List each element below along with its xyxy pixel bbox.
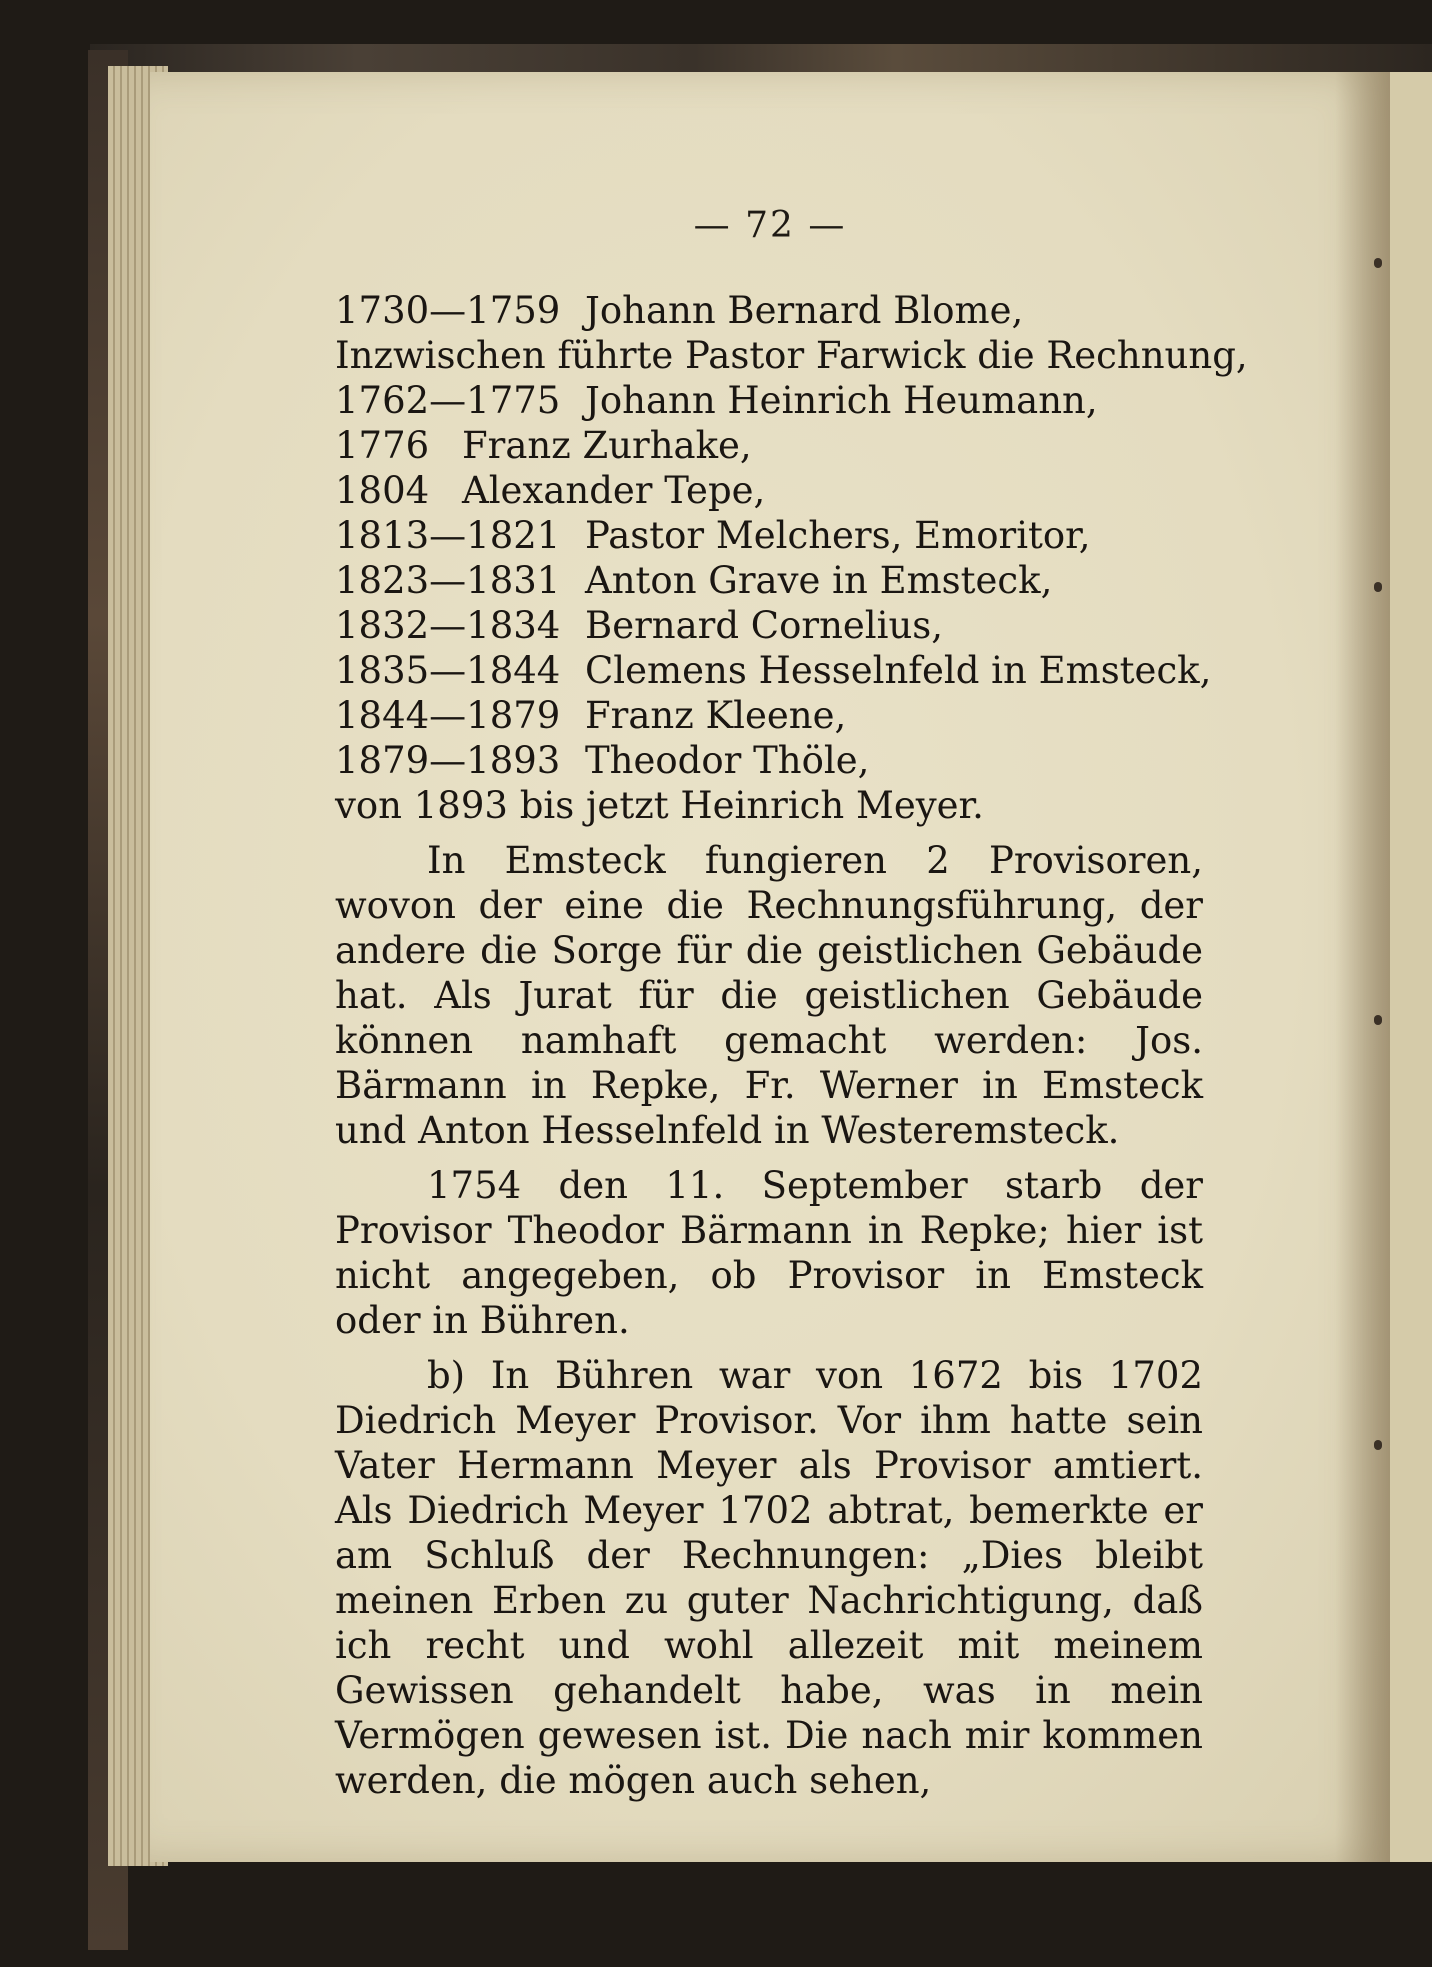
entry-years: 1823—1831 [335,559,561,602]
list-item [335,603,1203,648]
entry-text: Pastor Melchers, Emoritor, [585,514,1091,557]
list-item [335,378,1203,423]
page-gutter-shadow [1335,72,1390,1862]
list-item [335,513,1203,558]
entry-text: Bernard Cornelius, [585,604,944,647]
entry-text: Clemens Hesselnfeld in Emsteck, [585,649,1212,692]
entry-text: Johann Bernard Blome, [585,289,1024,332]
entry-years: 1776 [335,424,430,467]
entry-text: Inzwischen führte Pastor Farwick die Rechnung, [335,334,1248,377]
list-item [335,333,1248,378]
binding-stitch [1374,582,1382,592]
binding-stitch [1374,1015,1382,1025]
entry-years: 1730—1759 [335,289,561,332]
binding-stitch [1374,258,1382,268]
list-item [335,738,1203,783]
paragraph: 1754 den 11. September starb der Provisor Theodor Bärmann in Repke; hier ist nicht angegeben, ob Provisor in Emsteck oder in Bühren. [335,1164,1203,1342]
entry-text: Johann Heinrich Heumann, [585,379,1098,422]
list-item [335,648,1212,693]
entry-years: 1804 [335,469,430,512]
entry-years: 1844—1879 [335,694,561,737]
list-item [335,558,1203,603]
list-item [335,783,1203,828]
entry-text: Theodor Thöle, [585,739,870,782]
facing-page-edge [1390,72,1432,1862]
paragraph: In Emsteck fungieren 2 Provisoren, wovon der eine die Rechnungsführung, der andere die Sorge für die geistlichen Gebäude hat. Als Jurat für die geistlichen Gebäude können namhaft gemacht werden: Jos. Bärmann in Repke, Fr. Werner in Emsteck und Anton Hesselnfeld in Westeremsteck. [335,839,1203,1152]
page-body [335,288,1248,1803]
entry-years: 1762—1775 [335,379,561,422]
entry-text: Franz Kleene, [585,694,847,737]
list-item [335,693,1203,738]
entry-text: von 1893 bis jetzt Heinrich Meyer. [335,784,984,827]
entry-years: 1813—1821 [335,514,561,557]
list-item [335,288,1203,333]
entry-text: Franz Zurhake, [462,424,752,467]
list-item [335,468,1203,513]
entry-years: 1832—1834 [335,604,561,647]
entry-text: Anton Grave in Emsteck, [585,559,1053,602]
paragraph: b) In Bühren war von 1672 bis 1702 Diedrich Meyer Provisor. Vor ihm hatte sein Vater Hermann Meyer als Provisor amtiert. Als Diedrich Meyer 1702 abtrat, bemerkte er am Schluß der Rechnungen: „Dies bleibt meinen Erben zu guter Nachrichtigung, daß ich recht und wohl allezeit mit meinem Gewissen gehandelt habe, was in mein Vermögen gewesen ist. Die nach mir kommen werden, die mögen auch sehen, [335,1354,1203,1802]
entry-years: 1835—1844 [335,649,561,692]
entry-years: 1879—1893 [335,739,561,782]
entry-text: Alexander Tepe, [462,469,766,512]
page-number: — 72 — [693,205,847,246]
binding-stitch [1374,1440,1382,1450]
list-item [335,423,1203,468]
